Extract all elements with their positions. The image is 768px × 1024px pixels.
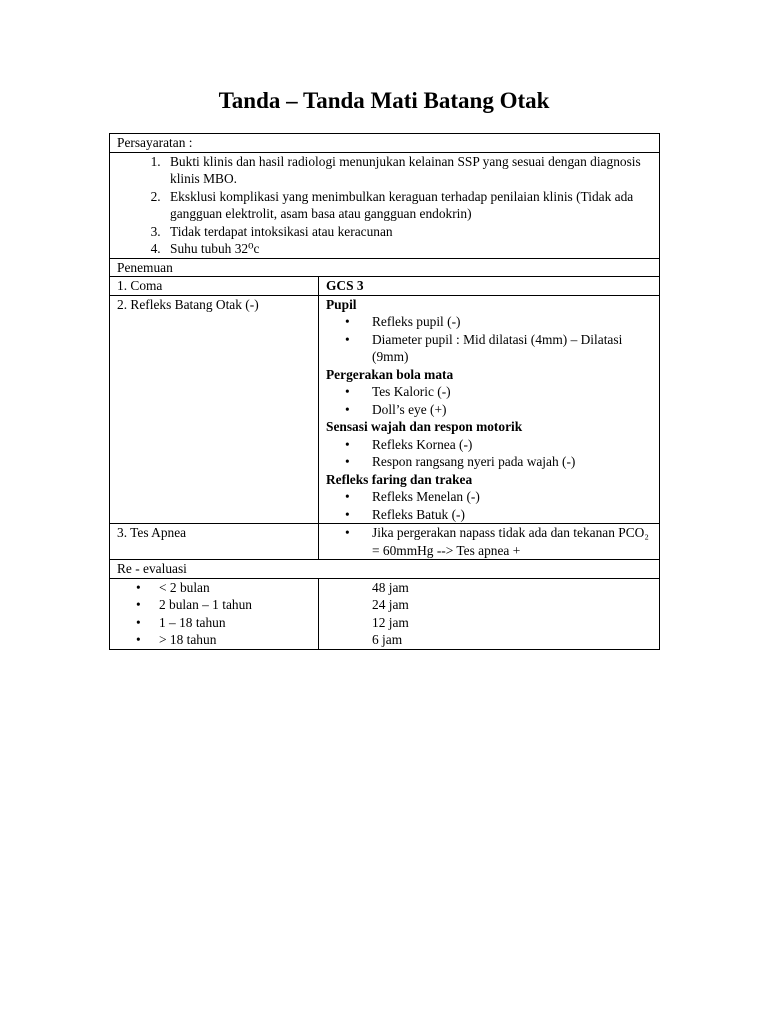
brainstem-reflex-details bbox=[319, 295, 660, 524]
reflex-item: • Refleks pupil (-) bbox=[345, 313, 652, 331]
reflex-item: • Doll’s eye (+) bbox=[345, 401, 652, 419]
reflex-group-list bbox=[326, 488, 652, 523]
coma-row bbox=[110, 277, 660, 296]
page-title: Tanda – Tanda Mati Batang Otak bbox=[218, 88, 550, 113]
criteria-table bbox=[109, 133, 660, 650]
reflex-item: • Tes Kaloric (-) bbox=[345, 383, 652, 401]
requirement-item: 1. Bukti klinis dan hasil radiologi menunjukan kelainan SSP yang sesuai dengan diagnosis klinis MBO. bbox=[164, 153, 652, 188]
apnea-list bbox=[326, 524, 652, 559]
reflex-group-title: Pergerakan bola mata bbox=[326, 366, 454, 382]
requirement-item: 2. Eksklusi komplikasi yang menimbulkan keraguan terhadap penilaian klinis (Tidak ada gangguan elektrolit, asam basa atau gangguan endokrin) bbox=[164, 188, 652, 223]
reflex-group-title: Pupil bbox=[326, 296, 357, 312]
time-item: 48 jam bbox=[372, 579, 409, 595]
coma-value: GCS 3 bbox=[319, 277, 660, 296]
time-list bbox=[326, 579, 652, 649]
apnea-row bbox=[110, 524, 660, 560]
age-item: • < 2 bulan bbox=[136, 579, 311, 597]
reevaluation-header-row bbox=[110, 560, 660, 579]
reflex-item: • Refleks Kornea (-) bbox=[345, 436, 652, 454]
age-item: • 1 – 18 tahun bbox=[136, 614, 311, 632]
reflex-group-list bbox=[326, 383, 652, 418]
time-item: 24 jam bbox=[372, 597, 409, 612]
age-item: • > 18 tahun bbox=[136, 631, 311, 649]
reflex-item: • Respon rangsang nyeri pada wajah (-) bbox=[345, 453, 652, 471]
reflex-group-list bbox=[326, 313, 652, 366]
reflex-group-list bbox=[326, 436, 652, 471]
reevaluation-row bbox=[110, 578, 660, 649]
time-item: 12 jam bbox=[372, 614, 409, 630]
reevaluation-header: Re - evaluasi bbox=[110, 560, 660, 579]
age-item: • 2 bulan – 1 tahun bbox=[136, 596, 311, 614]
brainstem-reflex-label: 2. Refleks Batang Otak (-) bbox=[110, 295, 319, 524]
reflex-item: • Diameter pupil : Mid dilatasi (4mm) – Dilatasi (9mm) bbox=[345, 331, 652, 366]
coma-label: 1. Coma bbox=[110, 277, 319, 296]
age-list bbox=[117, 579, 311, 649]
reflex-group-title: Refleks faring dan trakea bbox=[326, 471, 473, 487]
apnea-label: 3. Tes Apnea bbox=[110, 524, 319, 560]
requirements-row bbox=[110, 152, 660, 258]
time-item: 6 jam bbox=[372, 632, 403, 647]
requirements-list bbox=[117, 153, 652, 258]
requirements-header-row bbox=[110, 134, 660, 153]
apnea-item: • Jika pergerakan napass tidak ada dan tekanan PCO₂ = 60mmHg --> Tes apnea + bbox=[345, 524, 652, 559]
reflex-item: • Refleks Batuk (-) bbox=[345, 506, 652, 524]
requirement-item: 3. Tidak terdapat intoksikasi atau keracunan bbox=[164, 223, 652, 241]
findings-header: Penemuan bbox=[110, 258, 660, 277]
findings-header-row bbox=[110, 258, 660, 277]
reflex-group-title: Sensasi wajah dan respon motorik bbox=[326, 419, 523, 434]
reflex-item: • Refleks Menelan (-) bbox=[345, 488, 652, 506]
requirement-item: 4. Suhu tubuh 32⁰c bbox=[164, 240, 652, 258]
brainstem-reflex-row bbox=[110, 295, 660, 524]
requirements-header: Persayaratan : bbox=[110, 134, 660, 153]
